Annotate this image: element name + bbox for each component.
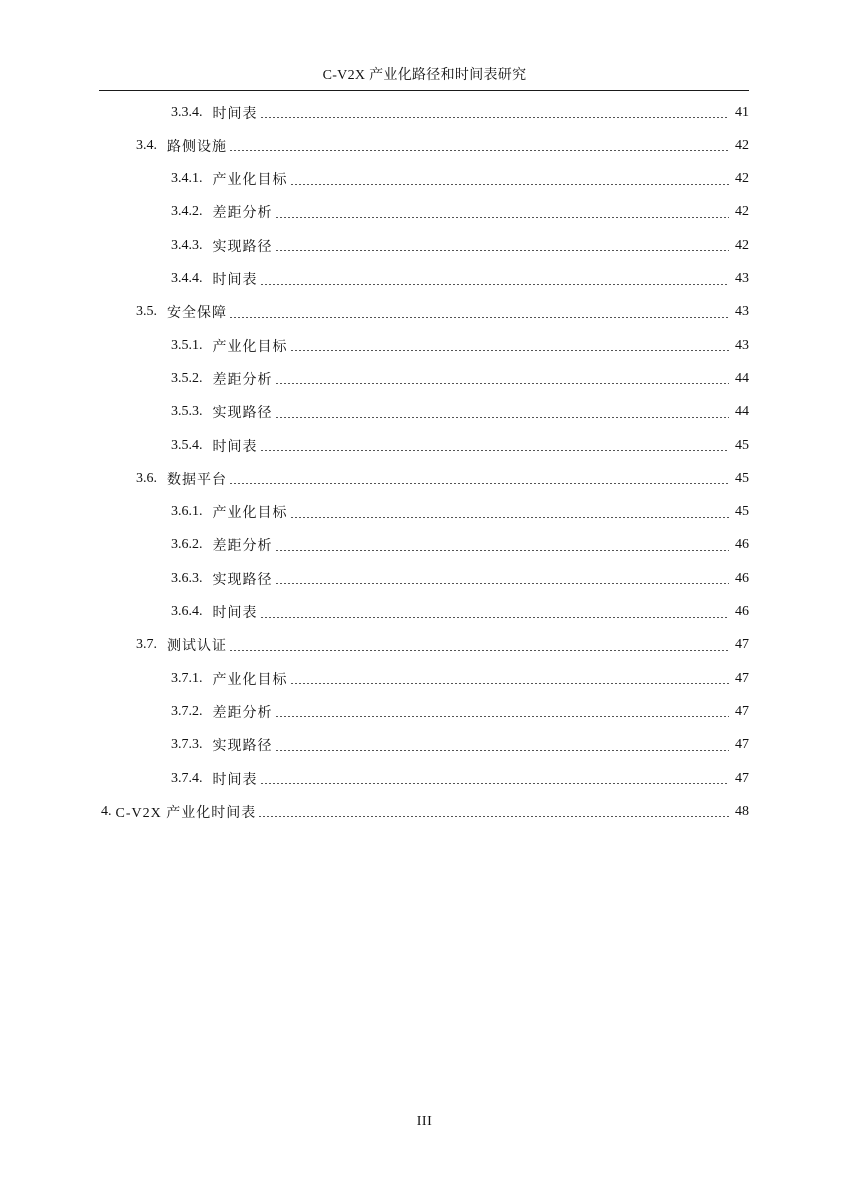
toc-entry-page: 42 (735, 137, 749, 153)
toc-entry-number: 3.4.1. (171, 171, 203, 187)
toc-entry-number: 3.4.2. (171, 204, 203, 220)
toc-entry-number: 4. (101, 803, 112, 819)
toc-entry[interactable] (171, 596, 749, 629)
toc-entry-number: 3.5.3. (171, 404, 203, 420)
toc-entry[interactable] (171, 662, 749, 695)
toc-entry-title: 测试认证 (167, 639, 227, 655)
toc-dot-leader (229, 483, 729, 484)
toc-entry-title: 时间表 (212, 106, 258, 122)
toc-entry[interactable] (171, 229, 749, 262)
toc-entry[interactable] (171, 329, 749, 362)
toc-entry-title: 产业化目标 (212, 339, 288, 355)
toc-entry-number: 3.4. (136, 137, 157, 153)
toc-entry-page: 42 (735, 171, 749, 187)
toc-dot-leader (275, 550, 730, 551)
toc-dot-leader (275, 417, 730, 418)
toc-entry-number: 3.5.2. (171, 370, 203, 386)
toc-entry-page: 48 (735, 803, 749, 819)
toc-entry-page: 42 (735, 204, 749, 220)
toc-entry-page: 47 (735, 670, 749, 686)
toc-dot-leader (275, 383, 730, 384)
toc-dot-leader (260, 117, 730, 118)
toc-entry[interactable] (136, 462, 749, 495)
toc-dot-leader (229, 150, 729, 151)
toc-entry-page: 47 (735, 737, 749, 753)
toc-entry-number: 3.5.4. (171, 437, 203, 453)
toc-entry[interactable] (171, 729, 749, 762)
toc-entry[interactable] (171, 429, 749, 462)
toc-entry-title: 安全保障 (167, 306, 227, 322)
toc-entry-number: 3.7.1. (171, 670, 203, 686)
toc-entry-number: 3.5.1. (171, 337, 203, 353)
toc-entry-number: 3.4.3. (171, 237, 203, 253)
toc-dot-leader (229, 317, 729, 318)
toc-entry-number: 3.6. (136, 470, 157, 486)
toc-entry[interactable] (171, 196, 749, 229)
toc-dot-leader (260, 284, 730, 285)
toc-dot-leader (260, 450, 730, 451)
toc-entry-page: 45 (735, 504, 749, 520)
toc-entry-title: 产业化目标 (212, 173, 288, 189)
toc-entry-title: 差距分析 (212, 372, 273, 388)
header-rule (99, 90, 749, 91)
toc-entry-title: 时间表 (212, 273, 258, 288)
toc-dot-leader (290, 517, 730, 518)
toc-entry-title: 时间表 (212, 772, 258, 788)
toc-dot-leader (258, 816, 729, 817)
toc-entry-title: 差距分析 (212, 705, 273, 721)
toc-entry-number: 3.5. (136, 304, 157, 320)
toc-entry[interactable] (136, 629, 749, 662)
toc-entry-title: 数据平台 (167, 472, 227, 488)
toc-entry-page: 44 (735, 404, 749, 420)
toc-entry-page: 45 (735, 437, 749, 453)
toc-entry-title: 实现路径 (212, 739, 273, 755)
toc-entry[interactable] (171, 163, 749, 196)
toc-dot-leader (275, 716, 730, 717)
toc-entry[interactable] (171, 695, 749, 728)
toc-entry-page: 43 (735, 337, 749, 353)
toc-dot-leader (275, 217, 730, 218)
toc-entry-page: 46 (735, 570, 749, 586)
toc-entry[interactable] (171, 496, 749, 529)
toc-dot-leader (290, 184, 730, 185)
toc-dot-leader (275, 250, 730, 251)
toc-dot-leader (275, 750, 730, 751)
toc-entry-page: 43 (735, 271, 749, 286)
toc-entry[interactable] (171, 762, 749, 795)
toc-entry-number: 3.6.2. (171, 537, 203, 553)
toc-entry[interactable] (136, 296, 749, 329)
toc-entry-page: 44 (735, 370, 749, 386)
toc-entry-page: 46 (735, 537, 749, 553)
toc-dot-leader (290, 683, 730, 684)
toc-entry-page: 42 (735, 237, 749, 253)
toc-entry-title: 差距分析 (212, 539, 273, 555)
toc-entry-title: 差距分析 (212, 206, 273, 222)
toc-entry[interactable] (171, 263, 749, 296)
toc-entry[interactable] (171, 529, 749, 562)
toc-dot-leader (290, 350, 730, 351)
toc-entry[interactable] (101, 795, 749, 828)
toc-entry-number: 3.4.4. (171, 271, 203, 286)
page-number: III (416, 1114, 433, 1129)
toc-entry-number: 3.7. (136, 637, 157, 653)
toc-dot-leader (260, 783, 730, 784)
toc-entry-number: 3.6.1. (171, 504, 203, 520)
toc-entry[interactable] (171, 362, 749, 395)
toc-entry-number: 3.7.3. (171, 737, 203, 753)
toc-entry[interactable] (171, 396, 749, 429)
toc-entry-page: 46 (735, 604, 749, 619)
toc-entry-title: 时间表 (212, 439, 258, 455)
toc-entry-number: 3.7.4. (171, 770, 203, 786)
toc-entry-number: 3.7.2. (171, 703, 203, 719)
toc-entry[interactable] (171, 96, 749, 129)
toc-entry-page: 47 (735, 637, 749, 653)
toc-dot-leader (229, 650, 729, 651)
running-header: C-V2X 产业化路径和时间表研究 (322, 68, 527, 83)
toc-entry[interactable] (171, 562, 749, 595)
toc-entry[interactable] (136, 129, 749, 162)
toc-entry-title: 路侧设施 (167, 139, 227, 155)
toc-entry-title: 产业化目标 (212, 672, 288, 688)
toc-entry-title: 时间表 (212, 606, 258, 621)
toc-entry-page: 45 (735, 470, 749, 486)
toc-entry-number: 3.6.3. (171, 570, 203, 586)
toc-entry-page: 41 (735, 104, 749, 120)
toc-entry-title: 实现路径 (212, 572, 273, 588)
toc-dot-leader (260, 617, 730, 618)
toc-entry-page: 47 (735, 770, 749, 786)
toc-entry-page: 47 (735, 703, 749, 719)
toc-dot-leader (275, 583, 730, 584)
toc-entry-page: 43 (735, 304, 749, 320)
toc-entry-title: 实现路径 (212, 406, 273, 422)
toc-entry-title: C-V2X 产业化时间表 (115, 805, 257, 821)
toc-entry-title: 实现路径 (212, 239, 273, 255)
toc-entry-number: 3.3.4. (171, 104, 203, 120)
toc-entry-number: 3.6.4. (171, 604, 203, 619)
toc-entry-title: 产业化目标 (212, 506, 288, 522)
